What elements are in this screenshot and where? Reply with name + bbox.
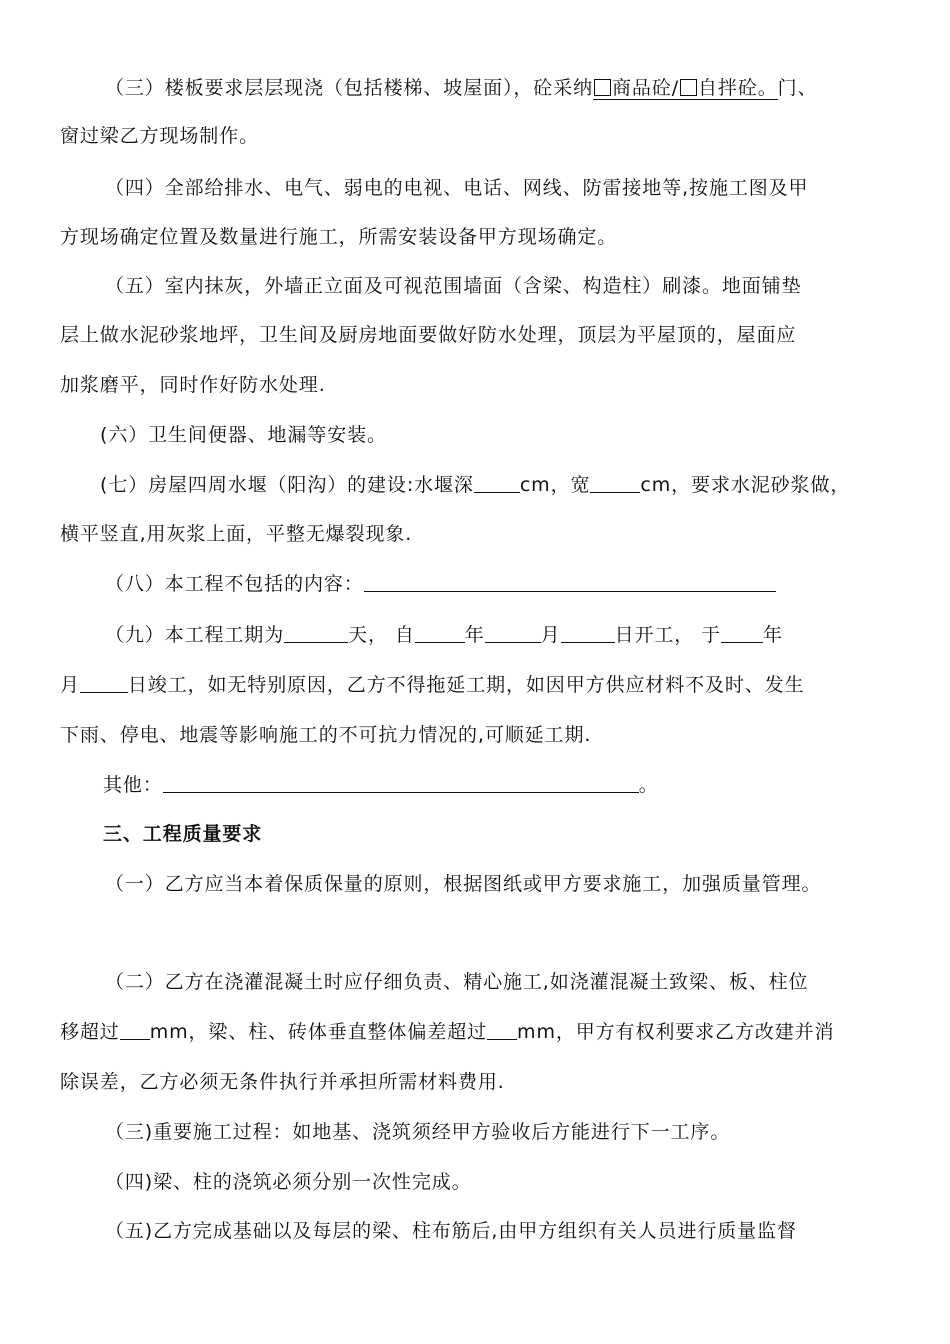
clause-9-to-label: 日开工， 于 <box>614 624 722 646</box>
clause-9-text: （九）本工程工期为 <box>105 624 285 646</box>
year-label: 年 <box>464 624 485 646</box>
end-month-label: 月 <box>60 674 80 696</box>
clause-8-text: （八）本工程不包括的内容： <box>105 573 364 595</box>
clause-3-line-1 <box>105 75 817 101</box>
clause-7-width-label: cm，宽 <box>519 474 591 496</box>
clause-7-line-2: 横平竖直,用灰浆上面，平整无爆裂现象. <box>60 523 413 545</box>
end-year-label: 年 <box>763 624 783 646</box>
option-commercial-concrete: 商品砼/ <box>612 77 680 99</box>
clause-6-line: (六）卫生间便器、地漏等安装。 <box>100 424 387 446</box>
concrete-options <box>593 77 778 100</box>
clause-7-text-end: cm，要求水泥砂浆做， <box>640 474 851 496</box>
clause-9-line-2 <box>60 672 805 698</box>
clause-4-line-1: （四）全部给排水、电气、弱电的电视、电话、网线、防雷接地等,按施工图及甲 <box>105 177 809 199</box>
displacement-mm-blank[interactable] <box>120 1020 150 1040</box>
checkbox-self-mixed-concrete[interactable] <box>680 79 697 96</box>
quality-clause-2-text-mid: mm，梁、柱、砖体垂直整体偏差超过 <box>149 1021 488 1043</box>
deviation-mm-blank[interactable] <box>487 1020 517 1040</box>
section-3-heading: 三、工程质量要求 <box>103 823 263 845</box>
end-day-blank[interactable] <box>80 673 128 693</box>
quality-clause-1: （一）乙方应当本着保质保量的原则，根据图纸或甲方要求施工，加强质量管理。 <box>105 873 822 895</box>
quality-clause-4: （四)梁、柱的浇筑必须分别一次性完成。 <box>105 1171 472 1193</box>
other-end: 。 <box>638 774 659 796</box>
quality-clause-5: （五)乙方完成基础以及每层的梁、柱布筋后,由甲方组织有关人员进行质量监督 <box>105 1220 797 1242</box>
ditch-depth-blank[interactable] <box>474 473 520 493</box>
clause-8-line <box>105 571 776 597</box>
checkbox-commercial-concrete[interactable] <box>594 79 611 96</box>
quality-clause-2-line-1: （二）乙方在浇灌混凝土时应仔细负责、精心施工,如浇灌混凝土致梁、板、柱位 <box>105 971 809 993</box>
clause-3-text-end: 门、 <box>777 77 818 99</box>
other-blank[interactable] <box>163 773 639 793</box>
end-year-blank[interactable] <box>721 623 763 643</box>
duration-days-blank[interactable] <box>284 623 348 643</box>
clause-9-line-1 <box>105 622 783 648</box>
clause-9-text-cont: 日竣工，如无特别原因，乙方不得拖延工期，如因甲方供应材料不及时、发生 <box>127 674 805 696</box>
clause-5-line-1: （五）室内抹灰，外墙正立面及可视范围墙面（含梁、构造柱）刷漆。地面铺垫 <box>105 275 802 297</box>
clause-5-line-3: 加浆磨平，同时作好防水处理. <box>60 374 326 396</box>
quality-clause-2-text: 移超过 <box>60 1021 120 1043</box>
quality-clause-2-text-end: mm，甲方有权利要求乙方改建并消 <box>517 1021 835 1043</box>
month-label: 月 <box>540 624 561 646</box>
start-year-blank[interactable] <box>415 623 465 643</box>
start-month-blank[interactable] <box>485 623 541 643</box>
clause-9-line-3: 下雨、停电、地震等影响施工的不可抗力情况的,可顺延工期. <box>60 724 592 746</box>
quality-clause-3: （三)重要施工过程：如地基、浇筑须经甲方验收后方能进行下一工序。 <box>105 1121 731 1143</box>
other-label: 其他： <box>103 774 163 796</box>
other-line <box>103 772 659 798</box>
quality-clause-2-line-3: 除误差，乙方必须无条件执行并承担所需材料费用. <box>60 1071 505 1093</box>
clause-4-line-2: 方现场确定位置及数量进行施工，所需安装设备甲方现场确定。 <box>60 226 618 248</box>
clause-9-from-label: 天， 自 <box>348 624 415 646</box>
start-day-blank[interactable] <box>561 623 615 643</box>
excluded-content-blank[interactable] <box>364 572 776 592</box>
clause-3-line-2: 窗过梁乙方现场制作。 <box>60 125 260 147</box>
clause-7-text: (七）房屋四周水堰（阳沟）的建设:水堰深 <box>100 474 474 496</box>
clause-5-line-2: 层上做水泥砂浆地坪，卫生间及厨房地面要做好防水处理，顶层为平屋顶的，屋面应 <box>60 324 797 346</box>
option-self-mixed-concrete: 自拌砼。 <box>698 77 778 99</box>
ditch-width-blank[interactable] <box>590 473 640 493</box>
quality-clause-2-line-2 <box>60 1019 834 1045</box>
clause-7-line-1 <box>100 472 850 498</box>
clause-3-text: （三）楼板要求层层现浇（包括楼梯、坡屋面），砼采纳 <box>105 77 594 99</box>
